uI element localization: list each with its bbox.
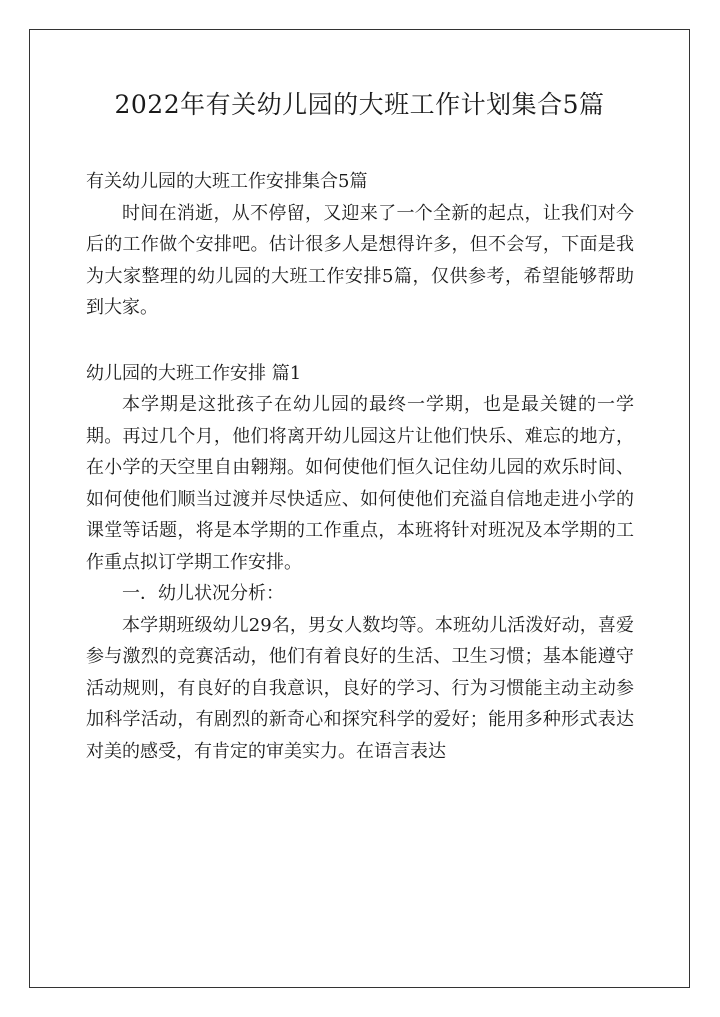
section-spacer	[86, 324, 634, 358]
section-paragraph: 本学期是这批孩子在幼儿园的最终一学期，也是最关键的一学期。再过几个月，他们将离开幼儿园这片让他们快乐、难忘的地方，在小学的天空里自由翱翔。如何使他们恒久记住幼儿园的欢乐时间、如何使他们顺当过渡并尽快适应、如何使他们充溢自信地走进小学的课堂等话题，将是本学期的工作重点，本班将针对班况及本学期的工作重点拟订学期工作安排。	[86, 394, 634, 573]
document-subtitle: 有关幼儿园的大班工作安排集合5篇	[86, 171, 368, 192]
section-paragraph: 本学期班级幼儿29名，男女人数均等。本班幼儿活泼好动，喜爱参与激烈的竞赛活动，他们有着良好的生活、卫生习惯；基本能遵守活动规则，有良好的自我意识，良好的学习、行为习惯能主动主动参加科学活动，有剧烈的新奇心和探究科学的爱好；能用多种形式表达对美的感受，有肯定的审美实力。在语言表达	[86, 614, 634, 762]
section-heading: 幼儿园的大班工作安排 篇1	[86, 362, 302, 384]
document-title: 2022年有关幼儿园的大班工作计划集合5篇	[114, 90, 605, 119]
document-body	[86, 166, 634, 767]
subsection-heading: 一．幼儿状况分析：	[122, 583, 284, 604]
intro-paragraph: 时间在消逝，从不停留，又迎来了一个全新的起点，让我们对今后的工作做个安排吧。估计很多人是想得许多，但不会写，下面是我为大家整理的幼儿园的大班工作安排5篇，仅供参考，希望能够帮助到大家。	[86, 202, 634, 318]
